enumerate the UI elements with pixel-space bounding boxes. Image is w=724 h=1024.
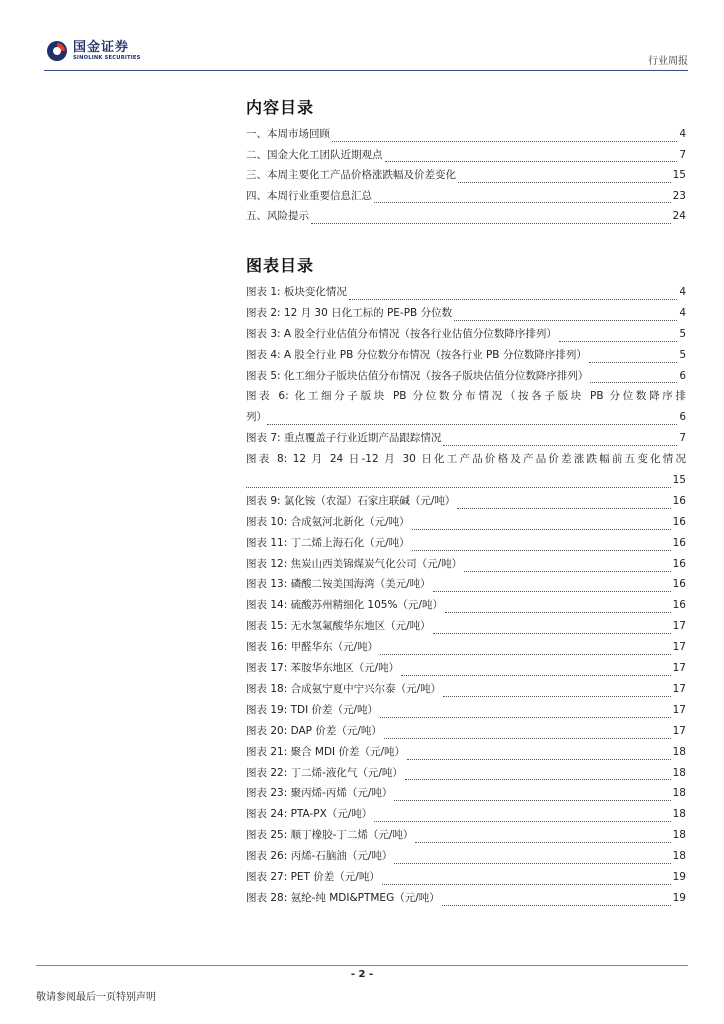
leader-dots — [412, 550, 671, 551]
toc-entry-label: 图表 7: 重点覆盖子行业近期产品跟踪情况 — [246, 432, 442, 445]
toc-entry-label: 五、风险提示 — [246, 210, 309, 223]
figure-entry[interactable] — [246, 345, 686, 366]
figure-entry[interactable] — [246, 386, 686, 428]
figures-title: 图表目录 — [246, 256, 315, 275]
figure-entry[interactable] — [246, 867, 686, 888]
figure-entry[interactable] — [246, 449, 686, 491]
toc-entry-page: 5 — [679, 327, 686, 340]
leader-dots — [382, 884, 671, 885]
leader-dots — [445, 612, 671, 613]
figure-entry[interactable] — [246, 888, 686, 909]
figure-entry[interactable] — [246, 554, 686, 575]
figure-entry[interactable] — [246, 533, 686, 554]
toc-entry-label: 图表 15: 无水氢氟酸华东地区（元/吨） — [246, 620, 431, 633]
toc-entry-page: 24 — [672, 210, 686, 223]
leader-dots — [246, 487, 671, 488]
toc-entry-label: 图表 1: 板块变化情况 — [246, 285, 347, 298]
page-number: - 2 - — [350, 969, 374, 980]
leader-dots — [380, 654, 671, 655]
toc-entry-label: 图表 12: 焦炭山西美锦煤炭气化公司（元/吨） — [246, 557, 463, 570]
toc-entry-label: 图表 26: 丙烯-石脑油（元/吨） — [246, 850, 393, 863]
toc-entry-page: 17 — [672, 620, 686, 633]
toc-entry-label: 图表 27: PET 价差（元/吨） — [246, 870, 380, 883]
toc-entry-page: 18 — [672, 808, 686, 821]
toc-entry-label: 图表 25: 顺丁橡胶-丁二烯（元/吨） — [246, 829, 414, 842]
toc-entry-label: 图表 24: PTA-PX（元/吨） — [246, 808, 373, 821]
toc-entry-page: 7 — [679, 432, 686, 445]
toc-entry-label: 图表 4: A 股全行业 PB 分位数分布情况（按各行业 PB 分位数降序排列） — [246, 348, 587, 361]
leader-dots — [589, 362, 677, 363]
leader-dots — [442, 905, 671, 906]
toc-entry-page: 16 — [672, 578, 686, 591]
toc-entry-page: 17 — [672, 724, 686, 737]
toc-entry-page: 7 — [679, 148, 686, 161]
leader-dots — [267, 424, 677, 425]
toc-entry-page: 19 — [672, 870, 686, 883]
toc-entry-page: 15 — [672, 169, 686, 182]
leader-dots — [384, 738, 671, 739]
leader-dots — [394, 800, 670, 801]
disclaimer-note: 敬请参阅最后一页特别声明 — [36, 992, 156, 1003]
leader-dots — [433, 591, 671, 592]
leader-dots — [412, 529, 671, 530]
figure-entry[interactable] — [246, 679, 686, 700]
toc-entry-label-continued: 列） — [246, 411, 267, 424]
toc-entry-page: 18 — [672, 787, 686, 800]
sinolink-logo — [46, 40, 141, 62]
toc-entry-page: 16 — [672, 557, 686, 570]
leader-dots — [415, 842, 670, 843]
toc-entry-page: 15 — [672, 474, 686, 487]
toc-entry-page: 4 — [679, 128, 686, 140]
toc-entry-label: 图表 3: A 股全行业估值分布情况（按各行业估值分位数降序排列） — [246, 327, 557, 340]
leader-dots — [374, 821, 670, 822]
toc-entry-page: 6 — [679, 411, 686, 424]
toc-entry-label: 图表 23: 聚丙烯-丙烯（元/吨） — [246, 787, 393, 800]
contents-entry[interactable] — [246, 145, 686, 166]
logo-english-name: SINOLINK SECURITIES — [73, 54, 141, 61]
figure-entry[interactable] — [246, 595, 686, 616]
toc-entry-page: 17 — [672, 682, 686, 695]
figure-entry[interactable] — [246, 846, 686, 867]
toc-entry-label: 图表 10: 合成氨河北新化（元/吨） — [246, 515, 410, 528]
figure-entry[interactable] — [246, 324, 686, 345]
toc-entry-page: 6 — [679, 369, 686, 382]
figure-entry[interactable] — [246, 428, 686, 449]
toc-entry-page: 23 — [672, 189, 686, 202]
leader-dots — [454, 320, 677, 321]
figure-entry[interactable] — [246, 700, 686, 721]
contents-entry[interactable] — [246, 165, 686, 186]
toc-entry-label: 二、国金大化工团队近期观点 — [246, 148, 383, 161]
toc-entry-page: 16 — [672, 536, 686, 549]
footer-divider — [36, 965, 688, 966]
figure-entry[interactable] — [246, 512, 686, 533]
contents-entry[interactable] — [246, 124, 686, 145]
figure-entry[interactable] — [246, 763, 686, 784]
toc-entry-label: 三、本周主要化工产品价格涨跌幅及价差变化 — [246, 169, 456, 182]
toc-entry-page: 18 — [672, 829, 686, 842]
figure-entry[interactable] — [246, 825, 686, 846]
contents-title: 内容目录 — [246, 98, 315, 117]
leader-dots — [374, 202, 671, 203]
toc-entry-page: 17 — [672, 662, 686, 675]
leader-dots — [394, 863, 670, 864]
figures-list — [246, 282, 686, 909]
leader-dots — [443, 696, 671, 697]
toc-entry-label: 一、本周市场回顾 — [246, 128, 330, 140]
figure-entry[interactable] — [246, 658, 686, 679]
toc-entry-label: 图表 9: 氯化铵（农湿）石家庄联碱（元/吨） — [246, 494, 456, 507]
report-type-label: 行业周报 — [648, 56, 688, 67]
leader-dots — [405, 779, 671, 780]
leader-dots — [590, 382, 677, 383]
contents-list — [246, 124, 686, 227]
toc-entry-page: 4 — [679, 285, 686, 298]
figure-entry[interactable] — [246, 491, 686, 512]
figure-entry[interactable] — [246, 783, 686, 804]
toc-entry-page: 17 — [672, 703, 686, 716]
toc-entry-page: 18 — [672, 745, 686, 758]
toc-entry-label: 图表 17: 苯胺华东地区（元/吨） — [246, 662, 400, 675]
toc-entry-label: 图表 14: 硫酸苏州精细化 105%（元/吨） — [246, 599, 443, 612]
figure-entry[interactable] — [246, 366, 686, 387]
header-divider — [44, 70, 688, 71]
toc-entry-label: 图表 13: 磷酸二铵美国海湾（美元/吨） — [246, 578, 431, 591]
toc-entry-label: 图表 21: 聚合 MDI 价差（元/吨） — [246, 745, 406, 758]
figure-entry[interactable] — [246, 804, 686, 825]
toc-entry-page: 5 — [679, 348, 686, 361]
page-header — [0, 0, 724, 72]
toc-entry-page: 4 — [679, 306, 686, 319]
toc-entry-label: 图表 5: 化工细分子版块估值分布情况（按各子版块估值分位数降序排列） — [246, 369, 589, 382]
figure-entry[interactable] — [246, 303, 686, 324]
toc-entry-label: 图表 16: 甲醛华东（元/吨） — [246, 641, 379, 654]
sinolink-logo-icon — [46, 40, 68, 62]
toc-entry-label: 图表 11: 丁二烯上海石化（元/吨） — [246, 536, 410, 549]
contents-entry[interactable] — [246, 186, 686, 207]
leader-dots — [407, 759, 671, 760]
leader-dots — [464, 571, 671, 572]
toc-entry-label: 图表 22: 丁二烯-液化气（元/吨） — [246, 766, 403, 779]
toc-entry-page: 16 — [672, 515, 686, 528]
toc-entry-page: 19 — [672, 891, 686, 904]
toc-entry-label: 图表 28: 氨纶-纯 MDI&PTMEG（元/吨） — [246, 891, 440, 904]
figure-entry[interactable] — [246, 282, 686, 303]
leader-dots — [443, 445, 677, 446]
logo-chinese-name: 国金证券 — [73, 39, 130, 55]
toc-entry-label: 图表 6: 化工细分子版块 PB 分位数分布情况（按各子版块 PB 分位数降序排 — [246, 390, 686, 403]
contents-entry[interactable] — [246, 206, 686, 227]
figure-entry[interactable] — [246, 616, 686, 637]
leader-dots — [332, 141, 677, 142]
leader-dots — [380, 717, 671, 718]
toc-entry-page: 18 — [672, 850, 686, 863]
leader-dots — [311, 223, 671, 224]
leader-dots — [457, 508, 670, 509]
toc-entry-label: 图表 2: 12 月 30 日化工标的 PE-PB 分位数 — [246, 306, 453, 319]
figure-entry[interactable] — [246, 637, 686, 658]
figure-entry[interactable] — [246, 721, 686, 742]
toc-entry-page: 16 — [672, 494, 686, 507]
toc-entry-label: 图表 8: 12 月 24 日-12 月 30 日化工产品价格及产品价差涨跌幅前五变化情况 — [246, 453, 686, 466]
leader-dots — [401, 675, 671, 676]
toc-entry-label: 图表 18: 合成氨宁夏中宁兴尔泰（元/吨） — [246, 682, 442, 695]
toc-entry-label: 四、本周行业重要信息汇总 — [246, 189, 372, 202]
leader-dots — [349, 299, 677, 300]
leader-dots — [458, 182, 671, 183]
toc-entry-page: 18 — [672, 766, 686, 779]
leader-dots — [385, 161, 678, 162]
figure-entry[interactable] — [246, 742, 686, 763]
toc-entry-label: 图表 20: DAP 价差（元/吨） — [246, 724, 382, 737]
toc-entry-label: 图表 19: TDI 价差（元/吨） — [246, 703, 379, 716]
leader-dots — [433, 633, 671, 634]
figure-entry[interactable] — [246, 575, 686, 596]
leader-dots — [559, 341, 677, 342]
toc-entry-page: 17 — [672, 641, 686, 654]
toc-entry-page: 16 — [672, 599, 686, 612]
